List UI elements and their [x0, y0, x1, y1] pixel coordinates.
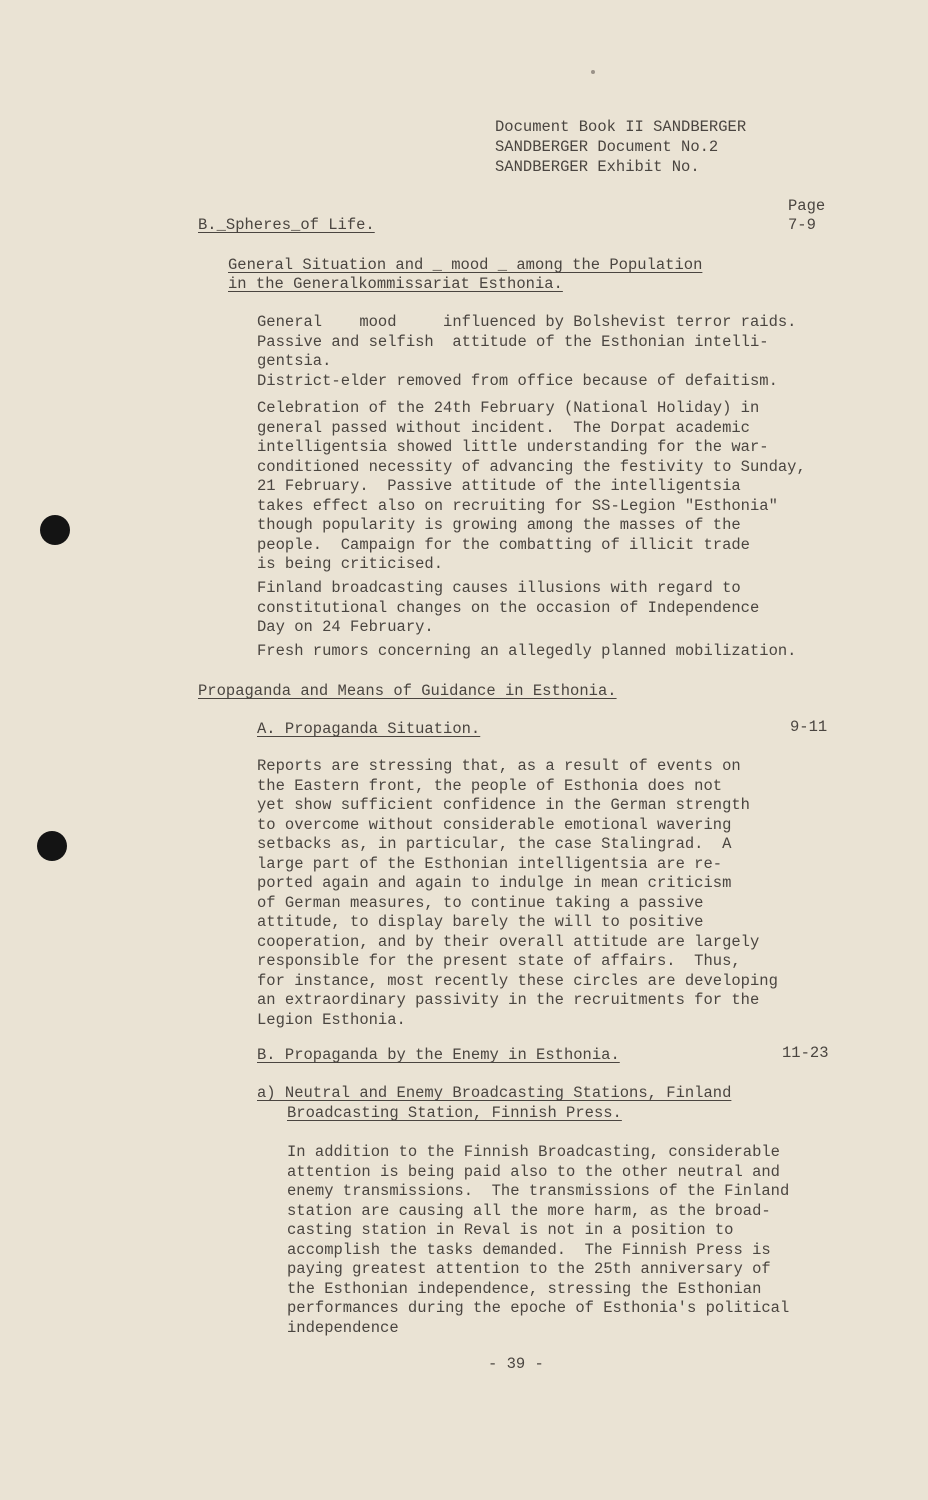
- section-b-heading: B._Spheres_of Life.: [198, 216, 375, 234]
- punch-hole-upper: [40, 515, 70, 545]
- page-column-label: Page: [788, 197, 826, 215]
- section-b-subheading-line-1: General Situation and _ mood _ among the Population: [228, 256, 703, 274]
- item-a-paragraph: In addition to the Finnish Broadcasting, considerable attention is being paid also to the other neutral and enemy transmissions. The transmissions of the Finland station are causing all the more harm, as the broad- casting station in Reval is not in a position to accomplish the tasks demanded. The Finnish Press is paying greatest attention to the 25th anniversary of the Esthonian independence, stressing the Esthonian performances during the epoche of Esthonia's political independence: [287, 1143, 790, 1337]
- section-b-paragraph-4: Fresh rumors concerning an allegedly planned mobilization.: [257, 642, 797, 660]
- propaganda-situation-paragraph: Reports are stressing that, as a result of events on the Eastern front, the people of Esthonia does not yet show sufficient confidence in the German strength to overcome without considerable emotional wavering setbacks as, in particular, the case Stalingrad. A large part of the Esthonian intelligentsia are re- ported again and again to indulge in mean criticism of German measures, to continue taking a passive attitude, to display barely the will to positive cooperation, and by their overall attitude are largely responsible for the present state of affairs. Thus, for instance, most recently these circles are developing an extraordinary passivity in the recruitments for the Legion Esthonia.: [257, 757, 778, 1029]
- item-a-heading-line-2: Broadcasting Station, Finnish Press.: [287, 1104, 622, 1122]
- enemy-propaganda-page-ref: 11-23: [782, 1044, 829, 1062]
- propaganda-heading: Propaganda and Means of Guidance in Esthonia.: [198, 682, 617, 700]
- paper-speck: [591, 70, 595, 74]
- enemy-propaganda-heading: B. Propaganda by the Enemy in Esthonia.: [257, 1046, 620, 1064]
- header-line-3: SANDBERGER Exhibit No.: [495, 158, 700, 176]
- propaganda-situation-page-ref: 9-11: [790, 718, 828, 736]
- propaganda-situation-heading: A. Propaganda Situation.: [257, 720, 481, 738]
- section-b-subheading-line-2: in the Generalkommissariat Esthonia.: [228, 275, 563, 293]
- section-b-paragraph-2: Celebration of the 24th February (National Holiday) in general passed without incident. The Dorpat academic intelligentsia showed little understanding for the war- conditioned necessity of advancing the festivity to Sunday, 21 February. Passive attitude of the intelligentsia takes effect also on recruiting for SS-Legion "Esthonia" though popularity is growing among the masses of the people. Campaign for the combatting of illicit trade is being criticised.: [257, 399, 806, 573]
- header-line-2: SANDBERGER Document No.2: [495, 138, 719, 156]
- page-number: - 39 -: [488, 1355, 544, 1373]
- punch-hole-lower: [37, 831, 67, 861]
- header-line-1: Document Book II SANDBERGER: [495, 118, 747, 136]
- item-a-heading-line-1: a) Neutral and Enemy Broadcasting Stations, Finland: [257, 1084, 732, 1102]
- section-b-paragraph-3: Finland broadcasting causes illusions with regard to constitutional changes on the occasion of Independence Day on 24 February.: [257, 579, 760, 636]
- section-b-page-ref: 7-9: [788, 216, 816, 234]
- section-b-paragraph-1: General mood influenced by Bolshevist terror raids. Passive and selfish attitude of the Esthonian intelli- gentsia. District-elder removed from office because of defaitism.: [257, 313, 797, 390]
